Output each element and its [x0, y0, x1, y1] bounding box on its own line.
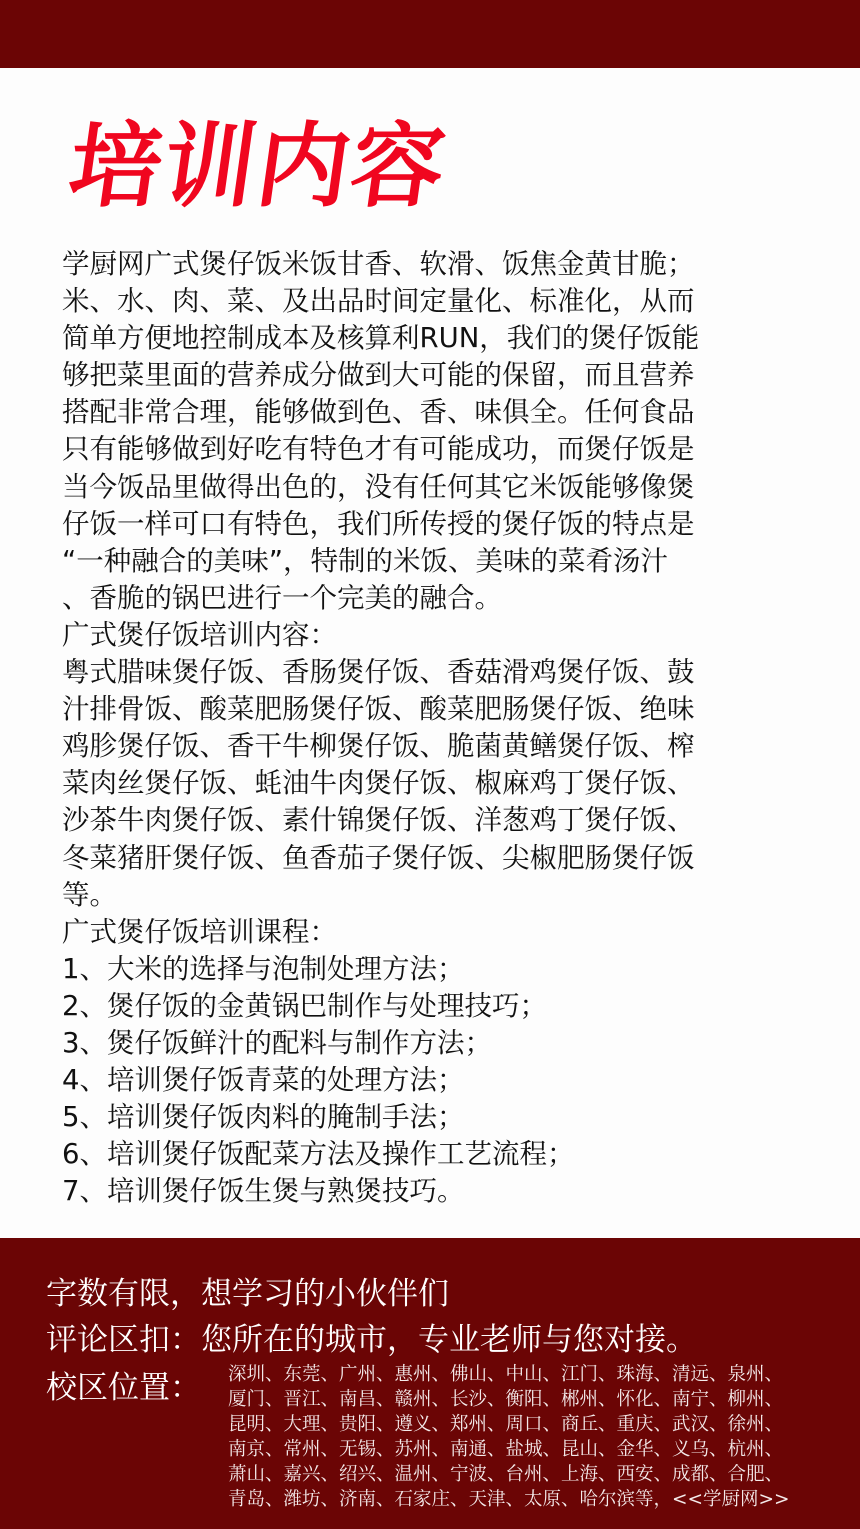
body-line: 7、培训煲仔饭生煲与熟煲技巧。: [62, 1175, 465, 1208]
body-line: 够把菜里面的营养成分做到大可能的保留，而且营养: [62, 359, 695, 392]
body-line: 米、水、肉、菜、及出品时间定量化、标准化，从而: [62, 285, 695, 318]
body-line: 汁排骨饭、酸菜肥肠煲仔饭、酸菜肥肠煲仔饭、绝味: [62, 693, 695, 726]
footer-line-1: 字数有限，想学习的小伙伴们: [46, 1276, 449, 1312]
body-line: 4、培训煲仔饭青菜的处理方法；: [62, 1064, 465, 1097]
campus-city-list: [228, 1362, 790, 1512]
city-line: 萧山、嘉兴、绍兴、温州、宁波、台州、上海、西安、成都、合肥、: [228, 1464, 784, 1485]
body-line: “一种融合的美味”，特制的米饭、美味的菜肴汤汁: [62, 544, 668, 577]
body-line: 菜肉丝煲仔饭、蚝油牛肉煲仔饭、椒麻鸡丁煲仔饭、: [62, 767, 695, 800]
body-line: 沙茶牛肉煲仔饭、素什锦煲仔饭、洋葱鸡丁煲仔饭、: [62, 804, 695, 837]
top-banner: [0, 0, 860, 68]
body-line: 鸡胗煲仔饭、香干牛柳煲仔饭、脆菌黄鳝煲仔饭、榨: [62, 730, 695, 763]
campus-label: 校区位置：: [46, 1370, 201, 1406]
body-line: 只有能够做到好吃有特色才有可能成功，而煲仔饭是: [62, 433, 695, 466]
city-line: 深圳、东莞、广州、惠州、佛山、中山、江门、珠海、清远、泉州、: [228, 1364, 784, 1385]
footer-banner: [0, 1238, 860, 1529]
body-line: 粤式腊味煲仔饭、香肠煲仔饭、香菇滑鸡煲仔饭、鼓: [62, 656, 695, 689]
body-line: 、香脆的锅巴进行一个完美的融合。: [62, 581, 502, 614]
city-line: 厦门、晋江、南昌、赣州、长沙、衡阳、郴州、怀化、南宁、柳州、: [228, 1389, 784, 1410]
city-line: 青岛、潍坊、济南、石家庄、天津、太原、哈尔滨等，<<学厨网>>: [228, 1489, 790, 1510]
body-line: 广式煲仔饭培训内容：: [62, 618, 337, 651]
body-line: 5、培训煲仔饭肉料的腌制手法；: [62, 1101, 465, 1134]
body-line: 2、煲仔饭的金黄锅巴制作与处理技巧；: [62, 989, 547, 1022]
body-line: 广式煲仔饭培训课程：: [62, 915, 337, 948]
city-line: 南京、常州、无锡、苏州、南通、盐城、昆山、金华、义乌、杭州、: [228, 1439, 784, 1460]
city-line: 昆明、大理、贵阳、遵义、郑州、周口、商丘、重庆、武汉、徐州、: [228, 1414, 784, 1435]
footer-line-2: 评论区扣：您所在的城市，专业老师与您对接。: [46, 1322, 697, 1358]
body-line: 等。: [62, 878, 117, 911]
body-line: 简单方便地控制成本及核算利RUN，我们的煲仔饭能: [62, 322, 700, 355]
body-line: 冬菜猪肝煲仔饭、鱼香茄子煲仔饭、尖椒肥肠煲仔饭: [62, 841, 695, 874]
article-body: [62, 246, 782, 1210]
body-line: 3、煲仔饭鲜汁的配料与制作方法；: [62, 1026, 492, 1059]
page-title: 培训内容: [62, 113, 454, 220]
body-line: 6、培训煲仔饭配菜方法及操作工艺流程；: [62, 1138, 575, 1171]
body-line: 仔饭一样可口有特色，我们所传授的煲仔饭的特点是: [62, 507, 695, 540]
body-line: 搭配非常合理，能够做到色、香、味俱全。任何食品: [62, 396, 695, 429]
body-line: 1、大米的选择与泡制处理方法；: [62, 952, 465, 985]
body-line: 当今饭品里做得出色的，没有任何其它米饭能够像煲: [62, 470, 695, 503]
body-line: 学厨网广式煲仔饭米饭甘香、软滑、饭焦金黄甘脆；: [62, 248, 695, 280]
